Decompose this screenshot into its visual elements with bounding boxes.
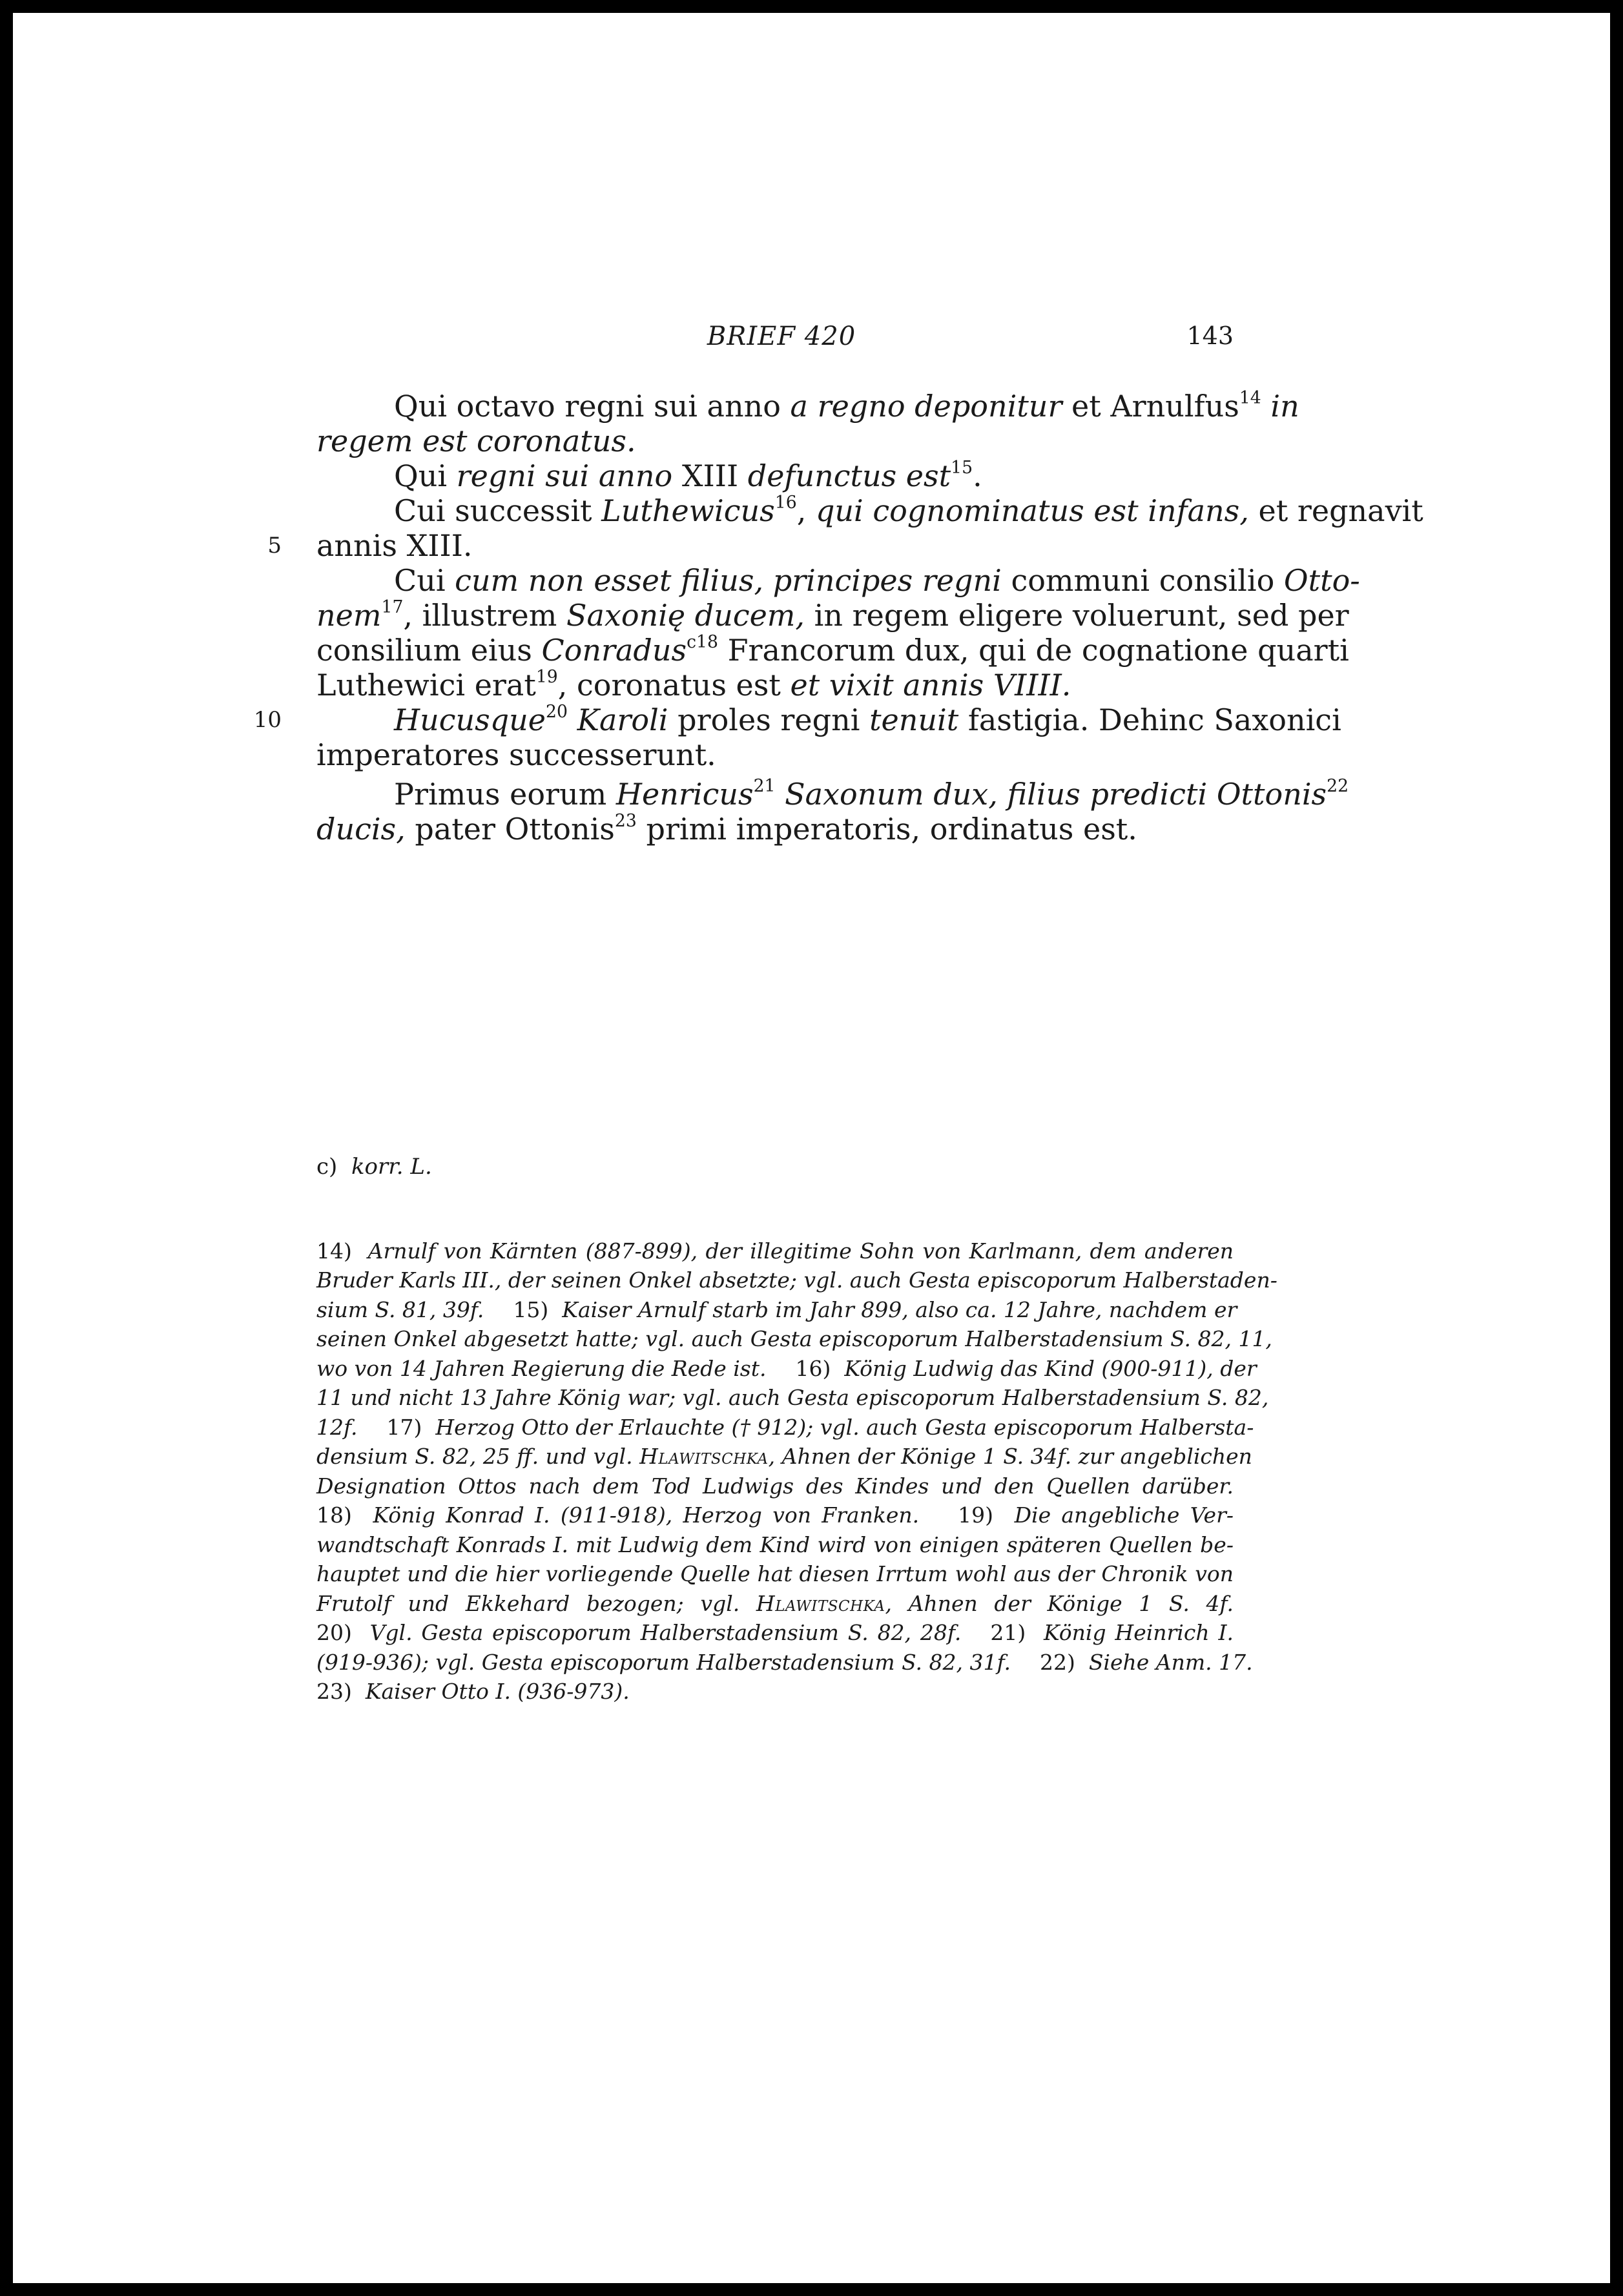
critical-note-label: c) bbox=[316, 1154, 338, 1180]
text-line: nem$^{17}$, illustrem Saxonię ducem, in regem eligere voluerunt, sed per bbox=[316, 597, 1349, 633]
footnote-line: wandtschaft Konrads I. mit Ludwig dem Kind wird von einigen späteren Quellen be- bbox=[316, 1532, 1234, 1557]
text-line: ducis, pater Ottonis$^{23}$ primi imperatoris, ordinatus est. bbox=[316, 811, 1137, 846]
footnote-line: densium S. 82, 25 ff. und vgl. Hlawitschka, Ahnen der Könige 1 S. 34f. zur angeblichen bbox=[316, 1444, 1252, 1469]
text-line: regem est coronatus. bbox=[316, 424, 636, 458]
footnote-line: sium S. 81, 39f. 15) Kaiser Arnulf starb im Jahr 899, also ca. 12 Jahre, nachdem er bbox=[316, 1297, 1237, 1322]
critical-note bbox=[316, 1153, 432, 1181]
footnote-line: hauptet und die hier vorliegende Quelle hat diesen Irrtum wohl aus der Chronik von bbox=[316, 1561, 1234, 1586]
text-line: Cui successit Luthewicus$^{16}$, qui cognominatus est infans, et regnavit bbox=[394, 493, 1423, 528]
text-line: Cui cum non esset filius, principes regni communi consilio Otto- bbox=[394, 563, 1360, 598]
footnote-line: 14) Arnulf von Kärnten (887-899), der illegitime Sohn von Karlmann, dem anderen bbox=[316, 1238, 1234, 1264]
critical-note-text: korr. L. bbox=[351, 1154, 432, 1180]
footnote-line: 18) König Konrad I. (911-918), Herzog von Franken. 19) Die angebliche Ver- bbox=[316, 1502, 1234, 1528]
text-line: Hucusque$^{20}$ Karoli proles regni tenuit fastigia. Dehinc Saxonici bbox=[394, 702, 1341, 737]
footnote-line: (919-936); vgl. Gesta episcoporum Halberstadensium S. 82, 31f. 22) Siehe Anm. 17. bbox=[316, 1650, 1253, 1675]
footnote-line: Designation Ottos nach dem Tod Ludwigs des Kindes und den Quellen darüber. bbox=[316, 1473, 1234, 1499]
text-line: annis XIII. bbox=[316, 528, 473, 563]
text-line: imperatores successerunt. bbox=[316, 737, 716, 772]
line-number: 10 bbox=[253, 707, 282, 733]
footnote-line: seinen Onkel abgesetzt hatte; vgl. auch Gesta episcoporum Halberstadensium S. 82, 11, bbox=[316, 1326, 1272, 1351]
footnote-line: 23) Kaiser Otto I. (936-973). bbox=[316, 1679, 630, 1704]
text-line: Qui octavo regni sui anno a regno deponitur et Arnulfus$^{14}$ in bbox=[394, 388, 1299, 424]
running-title: BRIEF 420 bbox=[707, 322, 856, 351]
text-line: Luthewici erat$^{19}$, coronatus est et vixit annis VIIII. bbox=[316, 667, 1071, 702]
footnote-line: 11 und nicht 13 Jahre König war; vgl. auch Gesta episcoporum Halberstadensium S. 82, bbox=[316, 1385, 1269, 1410]
footnote-line: Frutolf und Ekkehard bezogen; vgl. Hlawitschka, Ahnen der Könige 1 S. 4f. bbox=[316, 1591, 1234, 1616]
footnote-line: Bruder Karls III., der seinen Onkel absetzte; vgl. auch Gesta episcoporum Halberstaden- bbox=[316, 1267, 1277, 1293]
text-line: consilium eius Conradus$^{c18}$ Francorum dux, qui de cognatione quarti bbox=[316, 632, 1349, 668]
footnote-line: 20) Vgl. Gesta episcoporum Halberstadensium S. 82, 28f. 21) König Heinrich I. bbox=[316, 1620, 1234, 1645]
page-number: 143 bbox=[1186, 322, 1234, 350]
footnote-line: wo von 14 Jahren Regierung die Rede ist. 16) König Ludwig das Kind (900-911), der bbox=[316, 1356, 1257, 1381]
text-line: Qui regni sui anno XIII defunctus est$^{15}$. bbox=[394, 458, 982, 493]
footnote-line: 12f. 17) Herzog Otto der Erlauchte († 912); vgl. auch Gesta episcoporum Halbersta- bbox=[316, 1415, 1254, 1440]
line-number: 5 bbox=[267, 533, 282, 559]
text-line: Primus eorum Henricus$^{21}$ Saxonum dux, filius predicti Ottonis$^{22}$ bbox=[394, 776, 1349, 812]
